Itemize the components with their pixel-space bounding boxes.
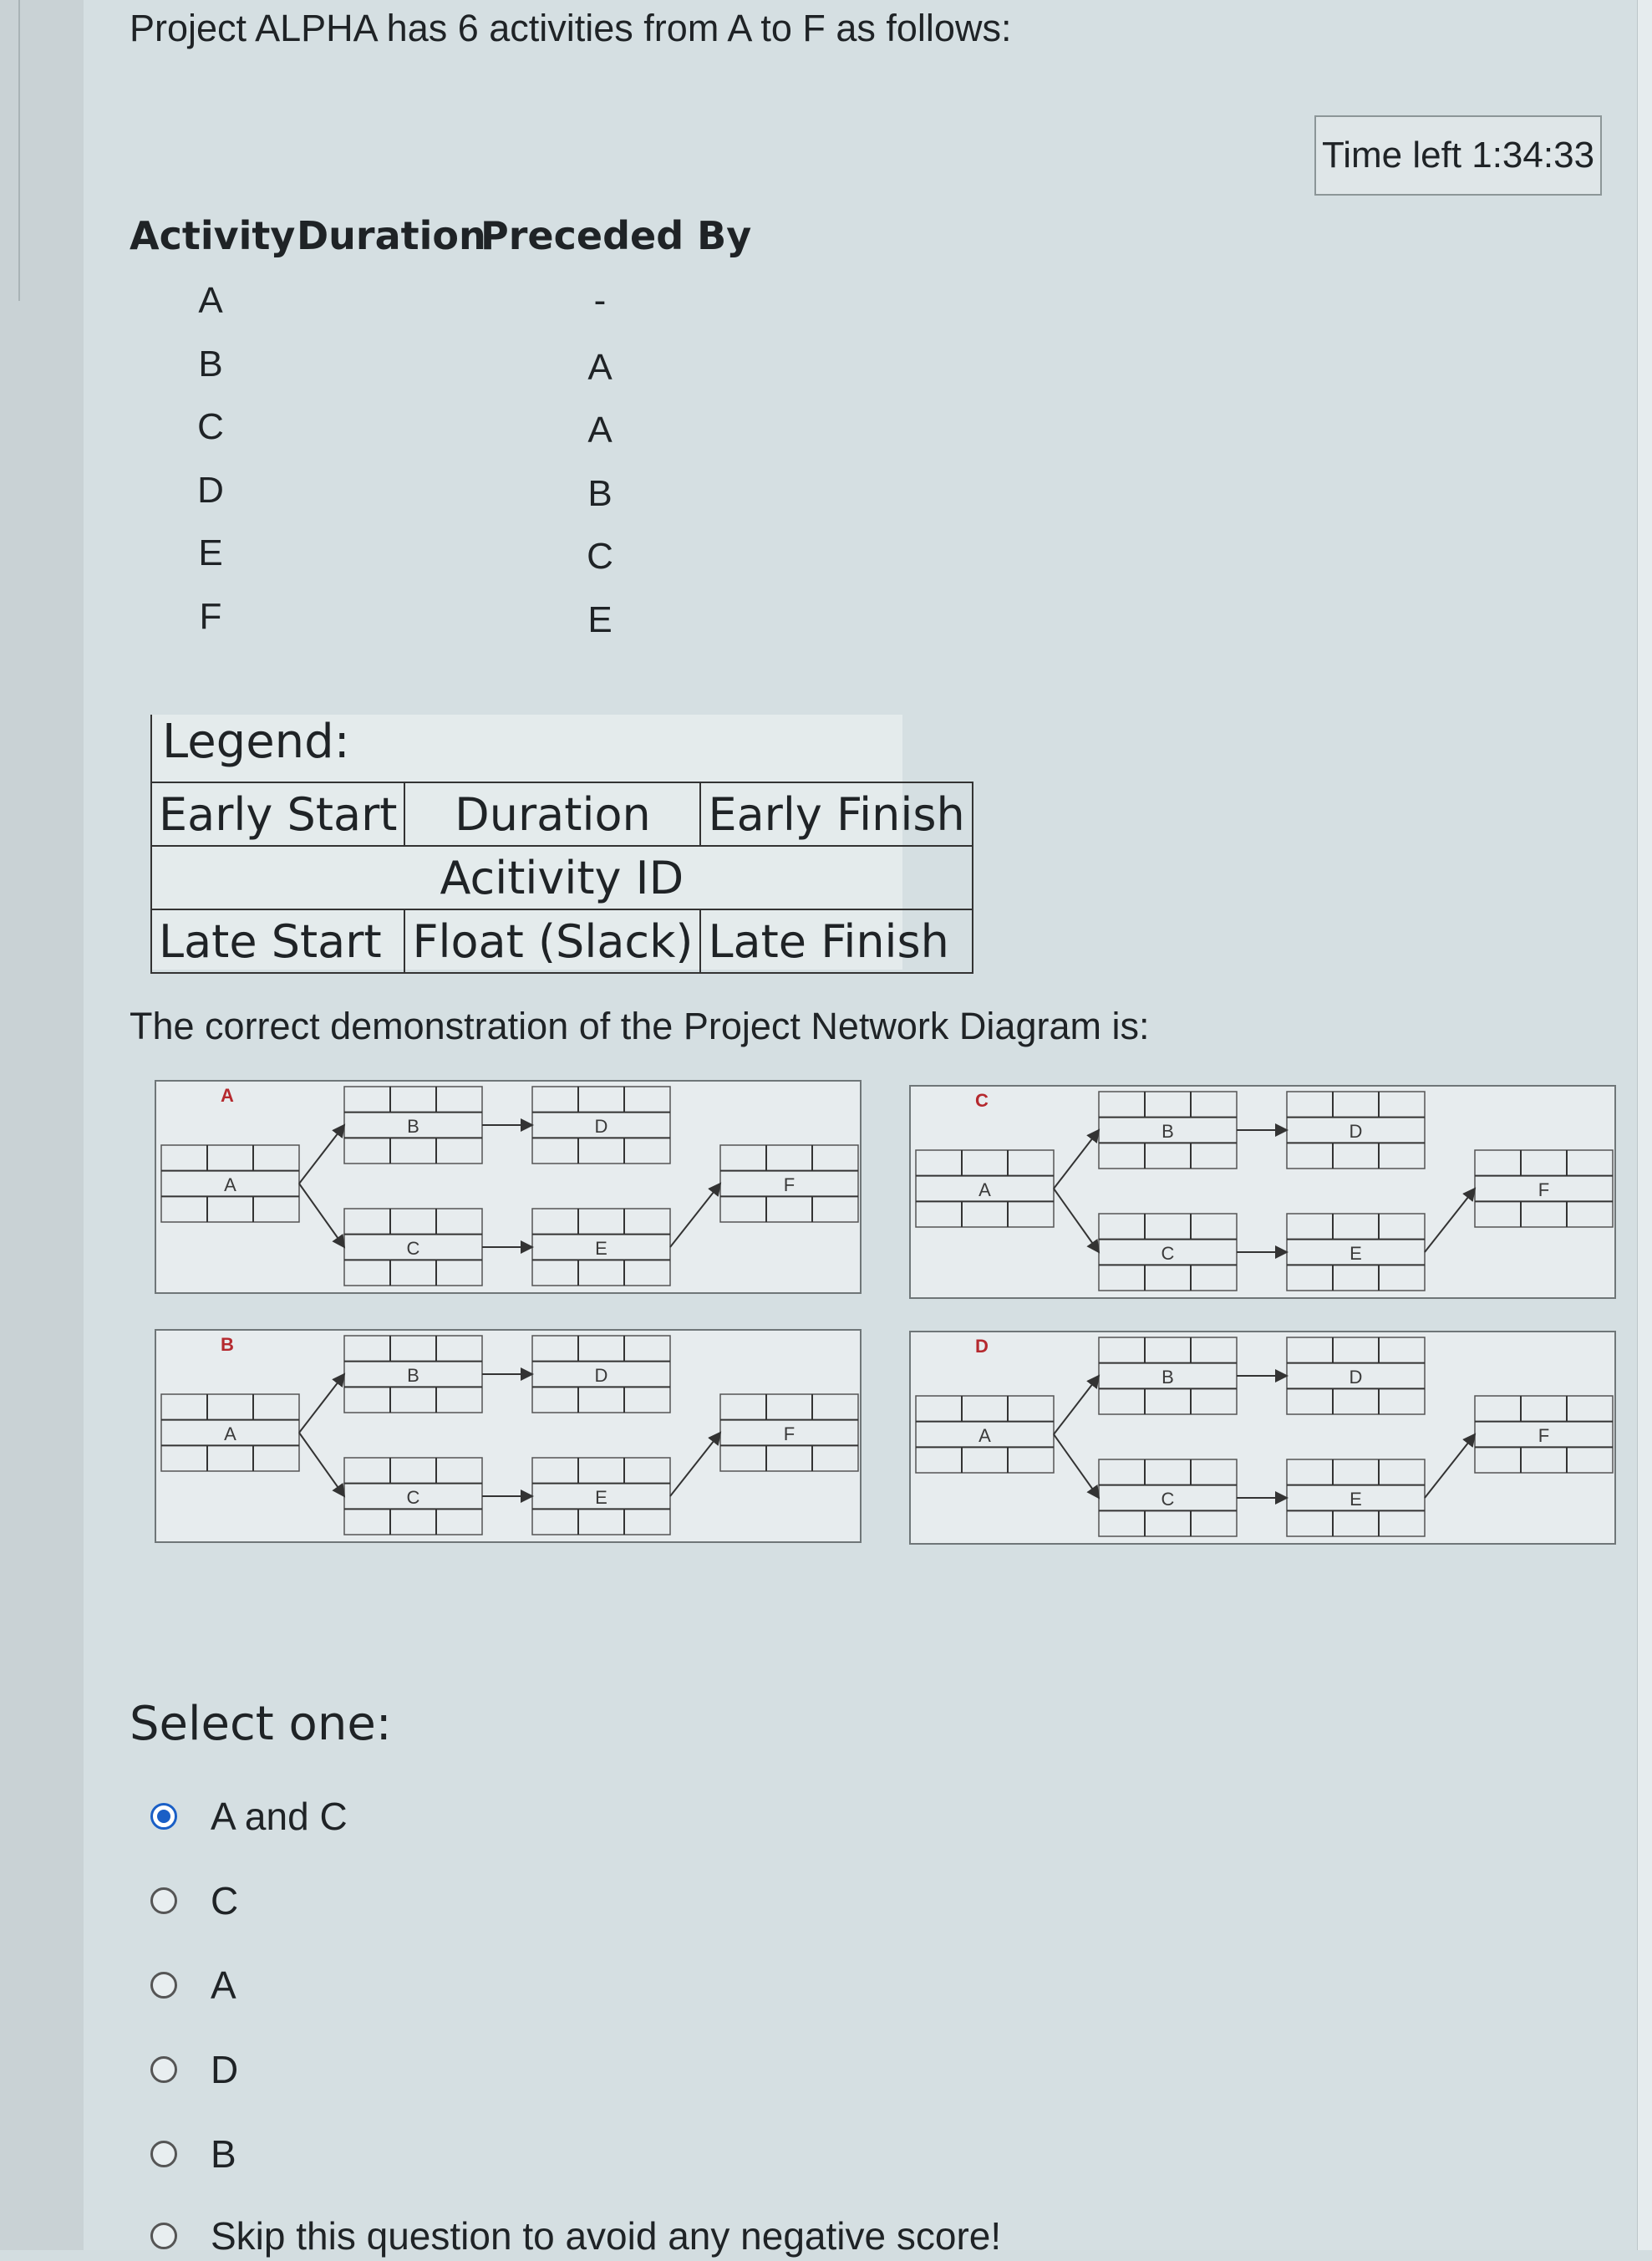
option-label: B: [211, 2132, 236, 2176]
radio-unselected[interactable]: [150, 2141, 177, 2167]
diagram-graphic: [156, 1331, 860, 1541]
diagram-node-e: E: [1350, 1488, 1362, 1510]
diagram-node-a: A: [224, 1174, 236, 1195]
diagram-node-b: B: [1161, 1120, 1174, 1142]
diagram-node-a: A: [224, 1423, 236, 1444]
predecessor-cell: A: [587, 410, 613, 451]
diagram-node-d: D: [1349, 1366, 1363, 1388]
diagram-option-label: A: [221, 1085, 234, 1106]
header-duration: Duration: [297, 213, 486, 258]
radio-unselected[interactable]: [150, 2223, 177, 2249]
legend-bar: [150, 715, 152, 782]
diagram-node-c: C: [406, 1237, 420, 1259]
diagram-node-b: B: [1161, 1366, 1174, 1388]
diagram-option-label: B: [221, 1334, 234, 1355]
predecessor-cell: B: [587, 473, 613, 514]
diagram-graphic: [911, 1332, 1614, 1543]
right-panel-edge: [1637, 0, 1652, 2250]
diagram-node-d: D: [1349, 1120, 1363, 1142]
diagram-node-b: B: [407, 1364, 419, 1386]
predecessor-cell: C: [587, 536, 613, 577]
option-label: C: [211, 1879, 239, 1922]
predecessor-cell: E: [587, 599, 613, 640]
question-title: Project ALPHA has 6 activities from A to F as follows:: [130, 7, 1012, 49]
quiz-timer: Time left 1:34:33: [1314, 115, 1602, 196]
diagram-node-f: F: [783, 1423, 796, 1444]
radio-unselected[interactable]: [150, 1887, 177, 1914]
left-panel-edge: [0, 0, 84, 2250]
diagram-node-f: F: [1538, 1424, 1550, 1446]
predecessor-cell: -: [593, 280, 607, 321]
legend-title: Legend:: [162, 715, 350, 769]
diagram-option-label: D: [975, 1336, 989, 1357]
diagram-node-c: C: [1161, 1488, 1175, 1510]
diagram-node-c: C: [1161, 1242, 1175, 1264]
network-diagram-c: [909, 1085, 1616, 1299]
diagram-node-f: F: [783, 1174, 796, 1195]
activity-cell: E: [198, 532, 223, 573]
diagram-node-b: B: [407, 1115, 419, 1137]
radio-unselected[interactable]: [150, 1972, 177, 1999]
legend-duration: Duration: [404, 782, 700, 846]
diagram-node-d: D: [594, 1115, 608, 1137]
network-diagram-b: [155, 1329, 862, 1543]
diagram-node-a: A: [978, 1424, 991, 1446]
radio-unselected[interactable]: [150, 2056, 177, 2083]
diagram-node-a: A: [978, 1179, 991, 1200]
legend-early-finish: Early Finish: [700, 782, 972, 846]
activity-cell: D: [197, 470, 224, 511]
header-activity: Activity: [130, 213, 296, 258]
legend-activity-id: Acitivity ID: [151, 846, 973, 909]
legend-late-start: Late Start: [151, 909, 404, 973]
diagram-option-label: C: [975, 1090, 989, 1111]
option-label: A: [211, 1963, 236, 2007]
legend-box: [150, 715, 965, 970]
diagram-node-c: C: [406, 1486, 420, 1508]
option-skip[interactable]: [150, 2211, 1001, 2261]
diagram-node-f: F: [1538, 1179, 1550, 1200]
diagram-graphic: [156, 1082, 860, 1292]
legend-float: Float (Slack): [404, 909, 700, 973]
header-preceded-by: Preceded By: [480, 213, 752, 258]
diagram-prompt: The correct demonstration of the Project Network Diagram is:: [130, 1005, 1150, 1047]
network-diagram-d: [909, 1331, 1616, 1545]
option-b[interactable]: [150, 2129, 236, 2179]
activity-cell: A: [198, 280, 223, 321]
activity-cell: B: [198, 344, 223, 384]
option-c[interactable]: [150, 1876, 238, 1926]
diagram-node-d: D: [594, 1364, 608, 1386]
option-label: D: [211, 2048, 239, 2091]
option-d[interactable]: [150, 2045, 238, 2095]
activity-cell: C: [197, 406, 224, 447]
diagram-node-e: E: [595, 1486, 607, 1508]
network-diagram-a: [155, 1080, 862, 1294]
diagram-node-e: E: [1350, 1242, 1362, 1264]
diagram-node-e: E: [595, 1237, 607, 1259]
legend-grid: [150, 782, 973, 974]
option-a[interactable]: [150, 1960, 236, 2010]
legend-early-start: Early Start: [151, 782, 404, 846]
legend-late-finish: Late Finish: [700, 909, 972, 973]
predecessor-cell: A: [587, 347, 613, 388]
option-label: Skip this question to avoid any negative score!: [211, 2214, 1002, 2258]
option-a-and-c[interactable]: [150, 1791, 348, 1841]
option-label: A and C: [211, 1795, 348, 1838]
select-one-label: Select one:: [130, 1697, 392, 1751]
radio-selected[interactable]: [150, 1803, 177, 1830]
activity-cell: F: [199, 596, 222, 637]
panel-divider: [0, 0, 20, 301]
diagram-graphic: [911, 1087, 1614, 1297]
